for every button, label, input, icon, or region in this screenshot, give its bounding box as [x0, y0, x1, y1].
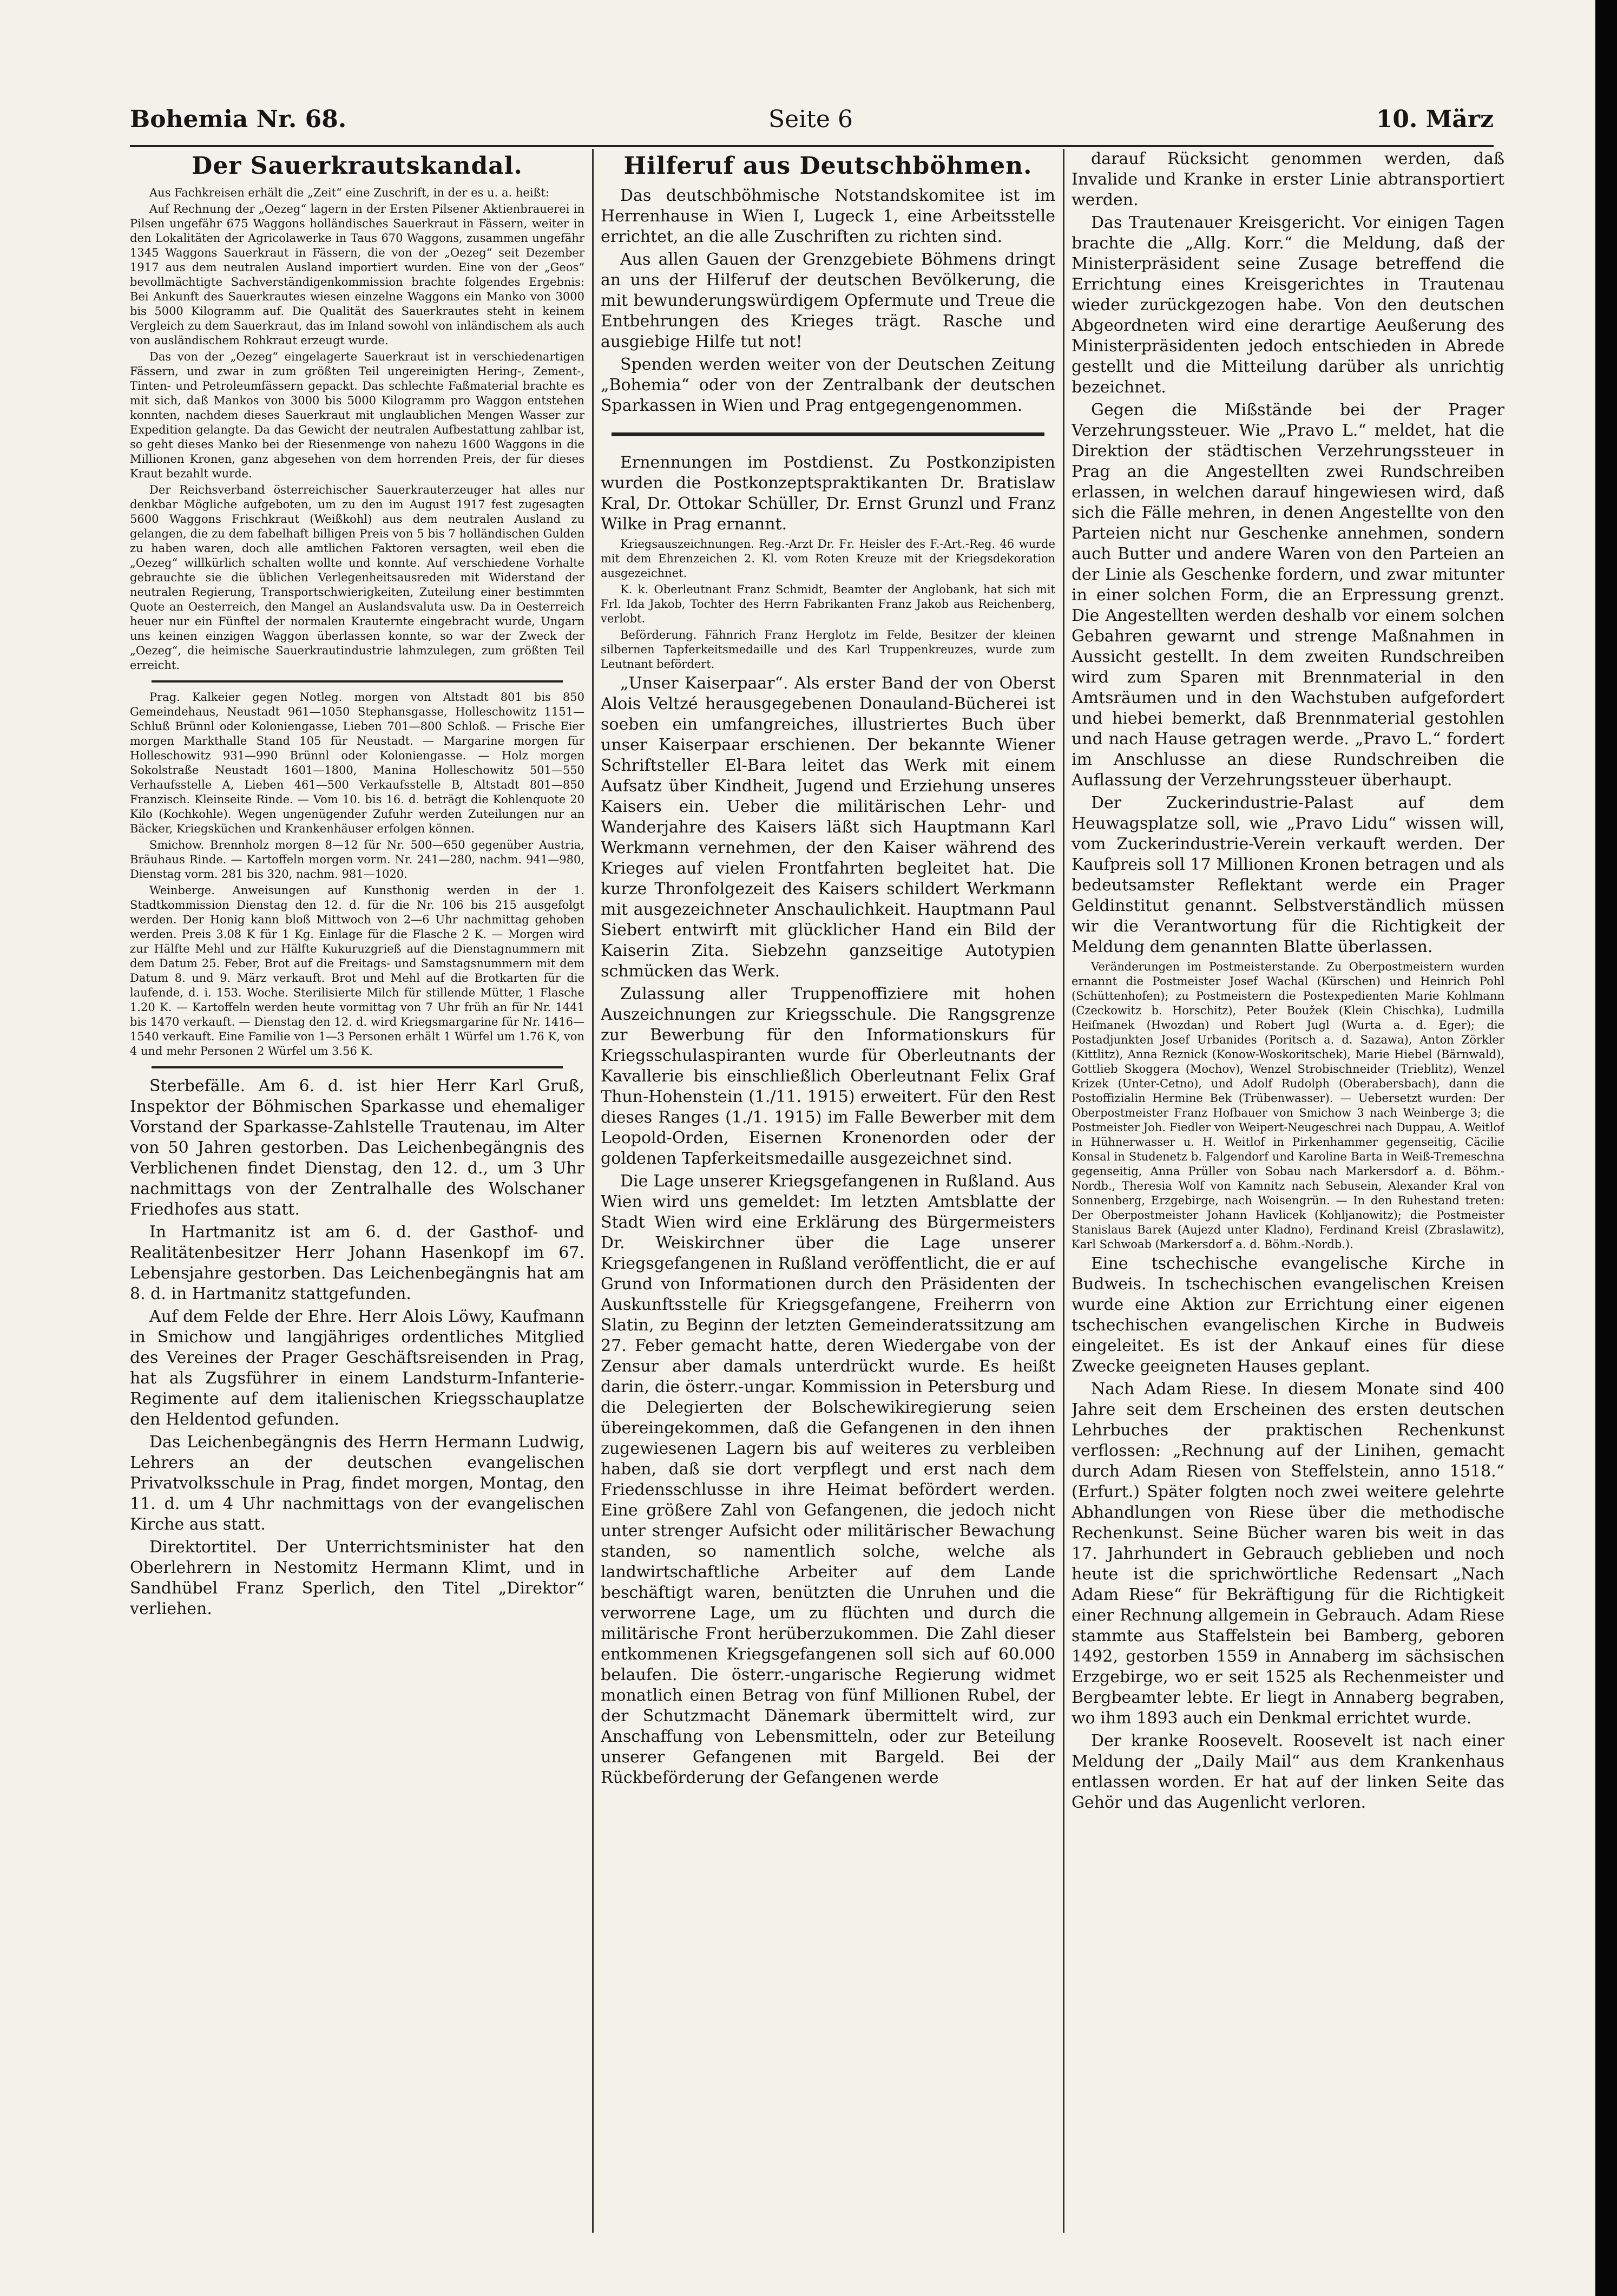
section-rule	[152, 1066, 563, 1068]
page-number: Seite 6	[768, 106, 853, 133]
news-paragraph: Auf dem Felde der Ehre. Herr Alois Löwy, Kaufmann in Smichow und langjähriges ordentliches Mitglied des Vereines der Prager Geschäftsreisenden in Prag, hat als Zugsführer in einem Landsturm-Infanterie-Regimente auf dem italienischen Kriegsschauplatze den Heldentod gefunden.	[130, 1307, 584, 1429]
page-edge-shadow	[1595, 0, 1617, 2296]
article-title-hilferuf: Hilferuf aus Deutschböhmen.	[623, 152, 1033, 180]
news-paragraph: Nach Adam Riese. In diesem Monate sind 400 Jahre seit dem Erscheinen des ersten deutschen Lehrbuches der praktischen Rechenkunst verflossen: „Rechnung auf der Linihen, gemacht durch Adam Riesen von Steffelstein, anno 1518.“ (Erfurt.) Später folgten noch zwei weitere gelehrte Abhandlungen von Riese über die methodische Rechenkunst. Seine Bücher waren bis weit in das 17. Jahrhundert in Gebrauch geblieben und noch heute ist die sprichwörtliche Redensart „Nach Adam Riese“ für Bekräftigung für die Richtigkeit einer Rechnung allgemein in Gebrauch. Adam Riese stammte aus Staffelstein bei Bamberg, geboren 1492, gestorben 1559 in Annaberg im sächsischen Erzgebirge, wo er seit 1525 als Rechenmeister und Bergbeamter lebte. Er liegt in Annaberg begraben, wo ihm 1893 auch ein Denkmal errichtet wurde.	[1072, 1380, 1504, 1728]
issue-date: 10. März	[1376, 106, 1494, 133]
news-paragraph: „Unser Kaiserpaar“. Als erster Band der von Oberst Alois Veltzé herausgegebenen Donauland-Bücherei ist soeben ein umfangreiches, illustriertes Buch über unser Kaiserpaar erschienen. Der bekannte Wiener Schriftsteller El-Bara leitet das Werk mit einem Aufsatz über Kindheit, Jugend und Erziehung unseres Kaisers ein. Ueber die militärischen Lehr- und Wanderjahre des Kaisers läßt sich Hauptmann Karl Werkmann vernehmen, der den Kaiser während des Krieges auf vielen Frontfahrten begleitet hat. Die kurze Thronfolgezeit des Kaisers schildert Werkmann mit ausgezeichneter Anschaulichkeit. Hauptmann Paul Siebert entwirft mit glücklicher Hand ein Bild der Kaiserin Zita. Siebzehn ganzseitige Autotypien schmücken das Werk.	[601, 674, 1055, 981]
notice-paragraph: K. k. Oberleutnant Franz Schmidt, Beamter der Anglobank, hat sich mit Frl. Ida Jakob, Tochter des Herrn Fabrikanten Franz Jakob aus Reichenberg, verlobt.	[601, 583, 1055, 625]
news-paragraph: Zulassung aller Truppenoffiziere mit hohen Auszeichnungen zur Kriegsschule. Die Rangsgrenze zur Bewerbung für den Informationskurs für Kriegsschulaspiranten wurde für Oberleutnants der Kavallerie bis einschließlich Oberleutnant Felix Graf Thun-Hohenstein (1./11. 1915) erweitert. Für den Rest dieses Ranges (1./1. 1915) im Falle Bewerber mit dem Leopold-Orden, Eisernen Kronenorden oder der goldenen Tapferkeitsmedaille ausgezeichnet sind.	[601, 985, 1055, 1168]
news-paragraph: darauf Rücksicht genommen werden, daß Invalide und Kranke in erster Linie abtransportiert werden.	[1072, 149, 1504, 209]
news-paragraph: Das Trautenauer Kreisgericht. Vor einigen Tagen brachte die „Allg. Korr.“ die Meldung, daß der Ministerpräsident seine Zusage betreffend die Errichtung eines Kreisgerichtes in Trautenau wieder zurückgezogen habe. Von den deutschen Abgeordneten wird eine derartige Aeußerung des Ministerpräsidenten jedoch entschieden in Abrede gestellt und die Mitteilung darüber als unrichtig bezeichnet.	[1072, 213, 1504, 397]
column-divider	[1063, 149, 1064, 2233]
page-header	[130, 106, 1494, 143]
column-divider	[592, 149, 594, 2233]
article-paragraph: Das von der „Oezeg“ eingelagerte Sauerkraut ist in verschiedenartigen Fässern, und zwar in zum größten Teil ungereinigten Hering-, Zement-, Tinten- und Petroleumfässern gepackt. Das schlechte Faßmaterial brachte es mit sich, daß Mankos von 3000 bis 5000 Kilogramm pro Waggon entstehen konnten, nachdem dieses Sauerkraut mit unglaublichen Mengen Wasser zur Expedition gelangte. Da das Gewicht der neutralen Aufbestattung zahlbar ist, so geht dieses Manko bei der Riesenmenge von nahezu 1600 Waggons in die Millionen Kronen, ganz abgesehen von dem horrenden Preis, der für dieses Kraut bezahlt wurde.	[130, 350, 584, 480]
section-rule	[612, 432, 1044, 436]
news-paragraph: Gegen die Mißstände bei der Prager Verzehrungssteuer. Wie „Pravo L.“ meldet, hat die Direktion der städtischen Verzehrungssteuer in Prag an die Angestellten zwei Rundschreiben erlassen, in welchen darauf hingewiesen wird, daß sich die Fälle mehren, in denen Angestellte von den Parteien nicht nur Geschenke annehmen, sondern auch Butter und andere Waren von den Parteien an der Linie als Geschenke fordern, und zwar mitunter in einer solchen Form, die an Erpressung grenzt. Die Angestellten werden deshalb vor einem solchen Gebahren gewarnt und strenge Maßnahmen in Aussicht gestellt. In dem zweiten Rundschreiben wird zum Sparen mit Brennmaterial in den Amtsräumen und in den Wachstuben aufgefordert und hiebei bemerkt, daß Brennmaterial gestohlen und nach Hause getragen werde. „Pravo L.“ fordert im Anschlusse an diese Rundschreiben die Auflassung der Verzehrungssteuer überhaupt.	[1072, 401, 1504, 790]
news-paragraph: Die Lage unserer Kriegsgefangenen in Rußland. Aus Wien wird uns gemeldet: Im letzten Amtsblatte der Stadt Wien wird eine Erklärung des Bürgermeisters Dr. Weiskirchner über die Lage unserer Kriegsgefangenen in Rußland veröffentlicht, die er auf Grund von Informationen durch den Präsidenten der Auskunftsstelle für Kriegsgefangene, Freiherrn von Slatin, zu Beginn der letzten Gemeinderatssitzung am 27. Feber gemacht hatte, deren Wiedergabe von der Zensur aber damals unterdrückt wurde. Es heißt darin, die österr.-ungar. Kommission in Petersburg und die Delegierten der Bolschewikiregierung seien übereingekommen, daß die Gefangenen in den ihnen zugewiesenen Lagern bis auf weiteres zu verbleiben haben, daß sie dort verpflegt und erst nach dem Friedensschlusse in ihre Heimat befördert werden. Eine größere Zahl von Gefangenen, die jedoch nicht unter strenger Aufsicht oder militärischer Bewachung standen, so namentlich solche, welche als landwirtschaftliche Arbeiter auf dem Lande beschäftigt waren, benützten die Unruhen und die verworrene Lage, um zu flüchten und durch die militärische Front herüberzukommen. Die Zahl dieser entkommenen Kriegsgefangenen soll sich auf 60.000 belaufen. Die österr.-ungarische Regierung widmet monatlich einen Betrag von fünf Millionen Rubel, der der Schutzmacht Dänemark übermittelt wird, zur Anschaffung von Lebensmitteln, oder zur Beteilung unserer Gefangenen mit Bargeld. Bei der Rückbeförderung der Gefangenen werde	[601, 1172, 1055, 1787]
issue-number: Bohemia Nr. 68.	[130, 106, 347, 133]
notice-paragraph: Weinberge. Anweisungen auf Kunsthonig werden in der 1. Stadtkommission Dienstag den 12. d. für die Nr. 106 bis 215 ausgefolgt werden. Der Honig kann bloß Mittwoch von 2—6 Uhr nachmittag gehoben werden. Preis 3.08 K für 1 Kg. Einlage für die Flasche 2 K. — Morgen wird zur Hälfte Mehl und zur Hälfte Kukuruzgrieß auf die Dienstagnummern mit dem Datum 25. Feber, Brot auf die Freitags- und Samstagsnummern mit dem Datum 8. und 9. März verkauft. Brot und Mehl auf die Brotkarten für die laufende, d. i. 153. Woche. Sterilisierte Milch für stillende Mütter, 1 Flasche 1.20 K. — Kartoffeln werden heute vormittag von 7 Uhr früh an für Nr. 1441 bis 1470 verkauft. — Dienstag den 12. d. wird Kriegsmargarine für Nr. 1416—1540 verkauft. Eine Familie von 1—3 Personen erhält 1 Würfel um 1.76 K, von 4 und mehr Personen 2 Würfel um 3.56 K.	[130, 884, 584, 1058]
news-paragraph: Direktortitel. Der Unterrichtsminister hat den Oberlehrern in Nestomitz Hermann Klimt, und in Sandhübel Franz Sperlich, den Titel „Direktor“ verliehen.	[130, 1538, 584, 1618]
notice-paragraph: Veränderungen im Postmeisterstande. Zu Oberpostmeistern wurden ernannt die Postmeister Josef Wachal (Kürschen) und Heinrich Pohl (Schüttenhofen); zu Postmeistern die Postexpedienten Marie Kohlmann (Czeckowitz b. Horschitz), Peter Boužek (Klein Chischka), Ludmilla Heiſmanek (Hwozdan) und Robert Jugl (Wurta a. d. Eger); die Postadjunkten Josef Urbanides (Poritsch a. d. Sazawa), Anton Zörkler (Kittlitz), Anna Reznick (Konow-Woskoritschek), Marie Hiebel (Bärnwald), Gottlieb Skoggera (Mochov), Wenzel Strobischneider (Trieblitz), Wenzel Krizek (Unter-Cetno), und Adolf Rudolph (Oberabersbach), dann die Postoffizialin Hermine Bek (Trübenwasser). — Uebersetzt wurden: Der Oberpostmeister Franz Hofbauer von Smichow 3 nach Weinberge 3; die Postmeister Joh. Fiedler von Weipert-Neugeschrei nach Duppau, A. Weitlof in Hühnerwasser u. H. Weitlof in Pirkenhammer gegenseitig, Cäcilie Konsal in Studenetz b. Falgendorf und Karoline Barta in Weiß-Tremeschna gegenseitig, Anna Prüller von Sobau nach Markersdorf a. d. Böhm.-Nordb., Theresia Wolf von Kamnitz nach Sebusein, Alexander Kral von Sonnenberg, Erzgebirge, nach Woisengrün. — In den Ruhestand treten: Der Oberpostmeister Johann Havlicek (Kohljanowitz); die Postmeister Stanislaus Barek (Aujezd unter Kladno), Ferdinand Kreisl (Zbraslawitz), Karl Schwoab (Markersdorf a. d. Böhm.-Nordb.).	[1072, 960, 1504, 1251]
news-paragraph: Das Leichenbegängnis des Herrn Hermann Ludwig, Lehrers an der deutschen evangelischen Privatvolksschule in Prag, findet morgen, Montag, den 11. d. um 4 Uhr nachmittags von der evangelischen Kirche aus statt.	[130, 1433, 584, 1534]
news-paragraph: Der kranke Roosevelt. Roosevelt ist nach einer Meldung der „Daily Mail“ aus dem Krankenhaus entlassen worden. Er hat auf der linken Seite das Gehör und das Augenlicht verloren.	[1072, 1731, 1504, 1812]
appeal-paragraph: Aus allen Gauen der Grenzgebiete Böhmens dringt an uns der Hilferuf der deutschen Bevölkerung, die mit bewunderungswürdigem Opfermute und Treue die Entbehrungen des Krieges trägt. Rasche und ausgiebige Hilfe tut not!	[601, 250, 1055, 351]
notice-paragraph: Smichow. Brennholz morgen 8—12 für Nr. 500—650 gegenüber Austria, Bräuhaus Rinde. — Kartoffeln morgen vorm. Nr. 241—280, nachm. 941—980, Dienstag vorm. 281 bis 320, nachm. 981—1020.	[130, 838, 584, 881]
column-1	[130, 149, 584, 2233]
news-paragraph: Eine tschechische evangelische Kirche in Budweis. In tschechischen evangelischen Kreisen wurde eine Aktion zur Errichtung einer eigenen tschechischen evangelischen Kirche in Budweis eingeleitet. Es ist der Ankauf eines für diese Zwecke geeigneten Hauses geplant.	[1072, 1254, 1504, 1376]
article-paragraph: Auf Rechnung der „Oezeg“ lagern in der Ersten Pilsener Aktienbrauerei in Pilsen ungefähr 675 Waggons holländisches Sauerkraut in Fässern, weiter in den Lokalitäten der Agricolawerke in Taus 670 Waggons, zusammen ungefähr 1345 Waggons Sauerkraut in Fässern, die von der „Oezeg“ seit Dezember 1917 aus dem neutralen Ausland importiert wurden. Eine von der „Geos“ bevollmächtigte Sachverständigenkommission brachte folgendes Ergebnis: Bei Ankunft des Sauerkrautes wiesen einzelne Waggons ein Manko von 3000 bis 5000 Kilogramm auf. Die Qualität des Sauerkrautes steht in keinem Vergleich zu dem Sauerkraut, das im Inland sowohl von inländischem als auch von ausländischem Rohkraut erzeugt wurde.	[130, 202, 584, 347]
appeal-paragraph: Spenden werden weiter von der Deutschen Zeitung „Bohemia“ oder von der Zentralbank der deutschen Sparkassen in Wien und Prag entgegengenommen.	[601, 355, 1055, 415]
news-paragraph: Der Zuckerindustrie-Palast auf dem Heuwagsplatze soll, wie „Pravo Lidu“ wissen will, vom Zuckerindustrie-Verein verkauft werden. Der Kaufpreis soll 17 Millionen Kronen betragen und als bedeutsamster Reflektant werde ein Prager Geldinstitut genannt. Selbstverständlich müssen wir die Verantwortung für die Richtigkeit der Meldung dem genannten Blatte überlassen.	[1072, 793, 1504, 956]
column-2	[601, 149, 1055, 2233]
notice-paragraph: Prag. Kalkeier gegen Notleg. morgen von Altstadt 801 bis 850 Gemeindehaus, Neustadt 961—1050 Stephansgasse, Holleschowitz 1151—Schluß Brünnl oder Koloniengasse, Lieben 701—800 Schloß. — Frische Eier morgen Markthalle Stand 105 für Neustadt. — Margarine morgen für Holleschowitz 931—990 Brünnl oder Koloniengasse. — Holz morgen Sokolstraße Neustadt 1601—1800, Manina Holleschowitz 501—550 Verhaufsstelle A, Lieben 461—500 Verkaufsstelle B, Altstadt 801—850 Franzisch. Kleinseite Rinde. — Vom 10. bis 16. d. beträgt die Kohlenquote 20 Kilo (Kochkohle). Wegen ungenügender Zufuhr werden Zuteilungen nur an Bäcker, Kriegsküchen und Krankenhäuser erfolgen können.	[130, 691, 584, 835]
appeal-paragraph: Das deutschböhmische Notstandskomitee ist im Herrenhause in Wien I, Lugeck 1, eine Arbeitsstelle errichtet, an die alle Zuschriften zu richten sind.	[601, 186, 1055, 246]
news-paragraph: In Hartmanitz ist am 6. d. der Gasthof- und Realitätenbesitzer Herr Johann Hasenkopf im 67. Lebensjahre gestorben. Das Leichenbegängnis hat am 8. d. in Hartmanitz stattgefunden.	[130, 1223, 584, 1303]
news-paragraph: Ernennungen im Postdienst. Zu Postkonzipisten wurden die Postkonzeptspraktikanten Dr. Bratislaw Kral, Dr. Ottokar Schüller, Dr. Ernst Grunzl und Franz Wilke in Prag ernannt.	[601, 453, 1055, 534]
article-paragraph: Der Reichsverband österreichischer Sauerkrauterzeuger hat alles nur denkbar Mögliche aufgeboten, um zu den im August 1917 fest zugesagten 5600 Waggons Frischkraut (Weißkohl) aus dem neutralen Ausland zu gelangen, die zu dem fabelhaft billigen Preis von 5 bis 7 holländischen Gulden zu haben waren, doch alle amtlichen Faktoren versagten, weil eben die „Oezeg“ willkürlich schalten wollte und konnte. Auf verschiedene Vorhalte gebrauchte sie die üblichen Verlegenheitsausreden mit Widerstand der neutralen Regierung, Transportschwierigkeiten, Zuteilung einer bestimmten Quote an Oesterreich, den Mangel an Auslandsvaluta usw. Da in Oesterreich heuer nur ein Fünftel der normalen Krauternte eingebracht wurde, Ungarn uns keinen einzigen Waggon überlassen konnte, so war der Zweck der „Oezeg“, die heimische Sauerkrautindustrie lahmzulegen, zum größten Teil erreicht.	[130, 483, 584, 672]
notice-paragraph: Beförderung. Fähnrich Franz Herglotz im Felde, Besitzer der kleinen silbernen Tapferkeitsmedaille und des Karl Truppenkreuzes, wurde zum Leutnant befördert.	[601, 628, 1055, 671]
article-paragraph: Aus Fachkreisen erhält die „Zeit“ eine Zuschrift, in der es u. a. heißt:	[149, 186, 550, 199]
header-rule	[130, 145, 1494, 147]
article-title-sauerkraut: Der Sauerkrautskandal.	[192, 152, 523, 180]
notice-paragraph: Kriegsauszeichnungen. Reg.-Arzt Dr. Fr. Heisler des F.-Art.-Reg. 46 wurde mit dem Ehrenzeichen 2. Kl. vom Roten Kreuze mit der Kriegsdekoration ausgezeichnet.	[601, 537, 1055, 580]
column-3	[1072, 149, 1504, 2233]
section-rule	[152, 680, 563, 683]
news-paragraph: Sterbefälle. Am 6. d. ist hier Herr Karl Gruß, Inspektor der Böhmischen Sparkasse und ehemaliger Vorstand der Sparkasse-Zahlstelle Trautenau, im Alter von 50 Jahren gestorben. Das Leichenbegängnis des Verblichenen findet Dienstag, den 12. d., um 3 Uhr nachmittags von der Zentralhalle des Wolschaner Friedhofes aus statt.	[130, 1077, 584, 1219]
